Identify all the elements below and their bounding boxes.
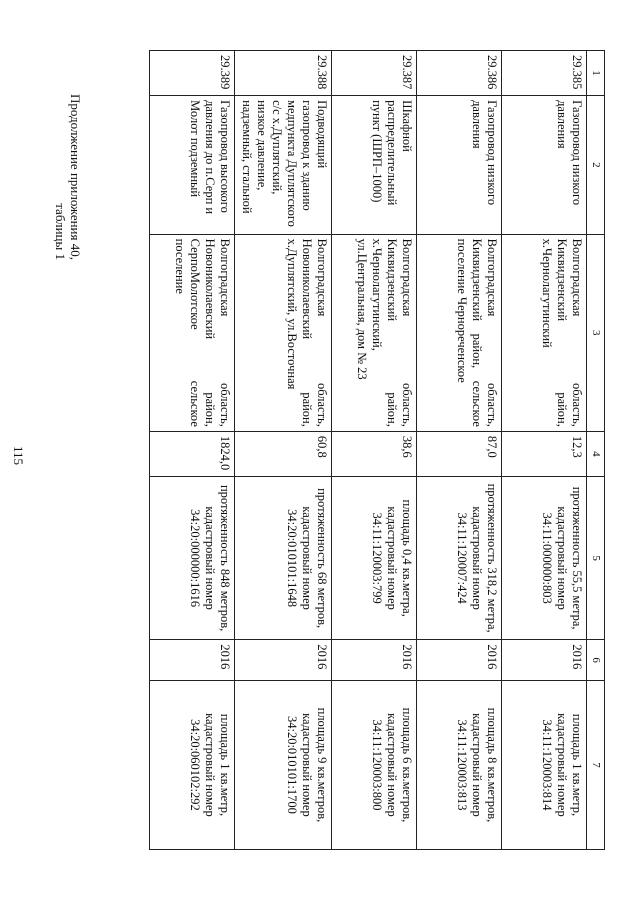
table-row <box>502 51 587 850</box>
cell-name: Подводящий газопровод к зданию медпункта Дуплятского с/с х.Дуплятский, низкое давление, надземный, стальной <box>235 96 332 235</box>
cell-year: 2016 <box>417 640 502 681</box>
cell-characteristics: протяженность 68 метров, кадастровый номер 34:20:010101:1648 <box>235 476 332 639</box>
table-row <box>417 51 502 850</box>
table-row <box>235 51 332 850</box>
cell-number: 29.385 <box>502 51 587 96</box>
page-number: 115 <box>11 446 26 466</box>
cell-year: 2016 <box>502 640 587 681</box>
table-header-row <box>587 51 605 850</box>
cell-address: Волгоградская область, Киквидзенский район, х.Чернолагутинский, ул.Центральная, дом № 23 <box>332 234 417 431</box>
cell-length: 1824,0 <box>150 431 235 476</box>
cell-year: 2016 <box>332 640 417 681</box>
cell-length: 87,0 <box>417 431 502 476</box>
rotated-table-wrapper <box>95 50 605 850</box>
cell-length: 12,3 <box>502 431 587 476</box>
cell-name: Газопровод высокого давления до п.Серп и Молот подземный <box>150 96 235 235</box>
cell-characteristics: протяженность 55,5 метра, кадастровый номер 34:11:000000:803 <box>502 476 587 639</box>
cell-characteristics: площадь 0,4 кв.метра, кадастровый номер 34:11:120003:799 <box>332 476 417 639</box>
cell-address: Волгоградская область, Киквидзенский район, сельское поселение Чернореченское <box>417 234 502 431</box>
cell-land: площадь 9 кв.метров, кадастровый номер 34:20:010101:1700 <box>235 680 332 849</box>
column-header: 4 <box>587 431 605 476</box>
cell-number: 29.389 <box>150 51 235 96</box>
continuation-caption <box>53 40 83 260</box>
cell-address: Волгоградская область, Новониколаевский район, СерпоМолотское сельское поселение <box>150 234 235 431</box>
cell-name: Газопровод низкого давления <box>417 96 502 235</box>
cell-land: площадь 8 кв.метров, кадастровый номер 34:11:120003:813 <box>417 680 502 849</box>
cell-length: 38,6 <box>332 431 417 476</box>
cell-land: площадь 6 кв.метров, кадастровый номер 34:11:120003:800 <box>332 680 417 849</box>
cell-length: 60,8 <box>235 431 332 476</box>
cell-year: 2016 <box>235 640 332 681</box>
cell-address: Волгоградская область, Киквидзенский район, х.Чернолагутинский <box>502 234 587 431</box>
cell-characteristics: протяженность 318,2 метра, кадастровый номер 34:11:120007:424 <box>417 476 502 639</box>
column-header: 1 <box>587 51 605 96</box>
column-header: 5 <box>587 476 605 639</box>
cell-name: Газопровод низкого давления <box>502 96 587 235</box>
column-header: 3 <box>587 234 605 431</box>
continuation-line-2: таблицы 1 <box>53 203 68 260</box>
cell-land: площадь 1 кв.метр, кадастровый номер 34:11:120003:814 <box>502 680 587 849</box>
cell-number: 29.386 <box>417 51 502 96</box>
column-header: 2 <box>587 96 605 235</box>
continuation-line-1: Продолжение приложения 40, <box>68 93 83 260</box>
table-row <box>332 51 417 850</box>
column-header: 6 <box>587 640 605 681</box>
cell-year: 2016 <box>150 640 235 681</box>
table-row <box>150 51 235 850</box>
column-header: 7 <box>587 680 605 849</box>
cell-number: 29.388 <box>235 51 332 96</box>
cell-land: площадь 1 кв.метр, кадастровый номер 34:20:060102:292 <box>150 680 235 849</box>
cell-number: 29.387 <box>332 51 417 96</box>
cell-name: Шкафной распределительный пункт (ШРП–1000) <box>332 96 417 235</box>
cell-characteristics: протяженность 848 метров, кадастровый номер 34:20:000000:1616 <box>150 476 235 639</box>
cell-address: Волгоградская область, Новониколаевский район, х.Дуплятский, ул.Восточная <box>235 234 332 431</box>
objects-table <box>149 50 605 850</box>
